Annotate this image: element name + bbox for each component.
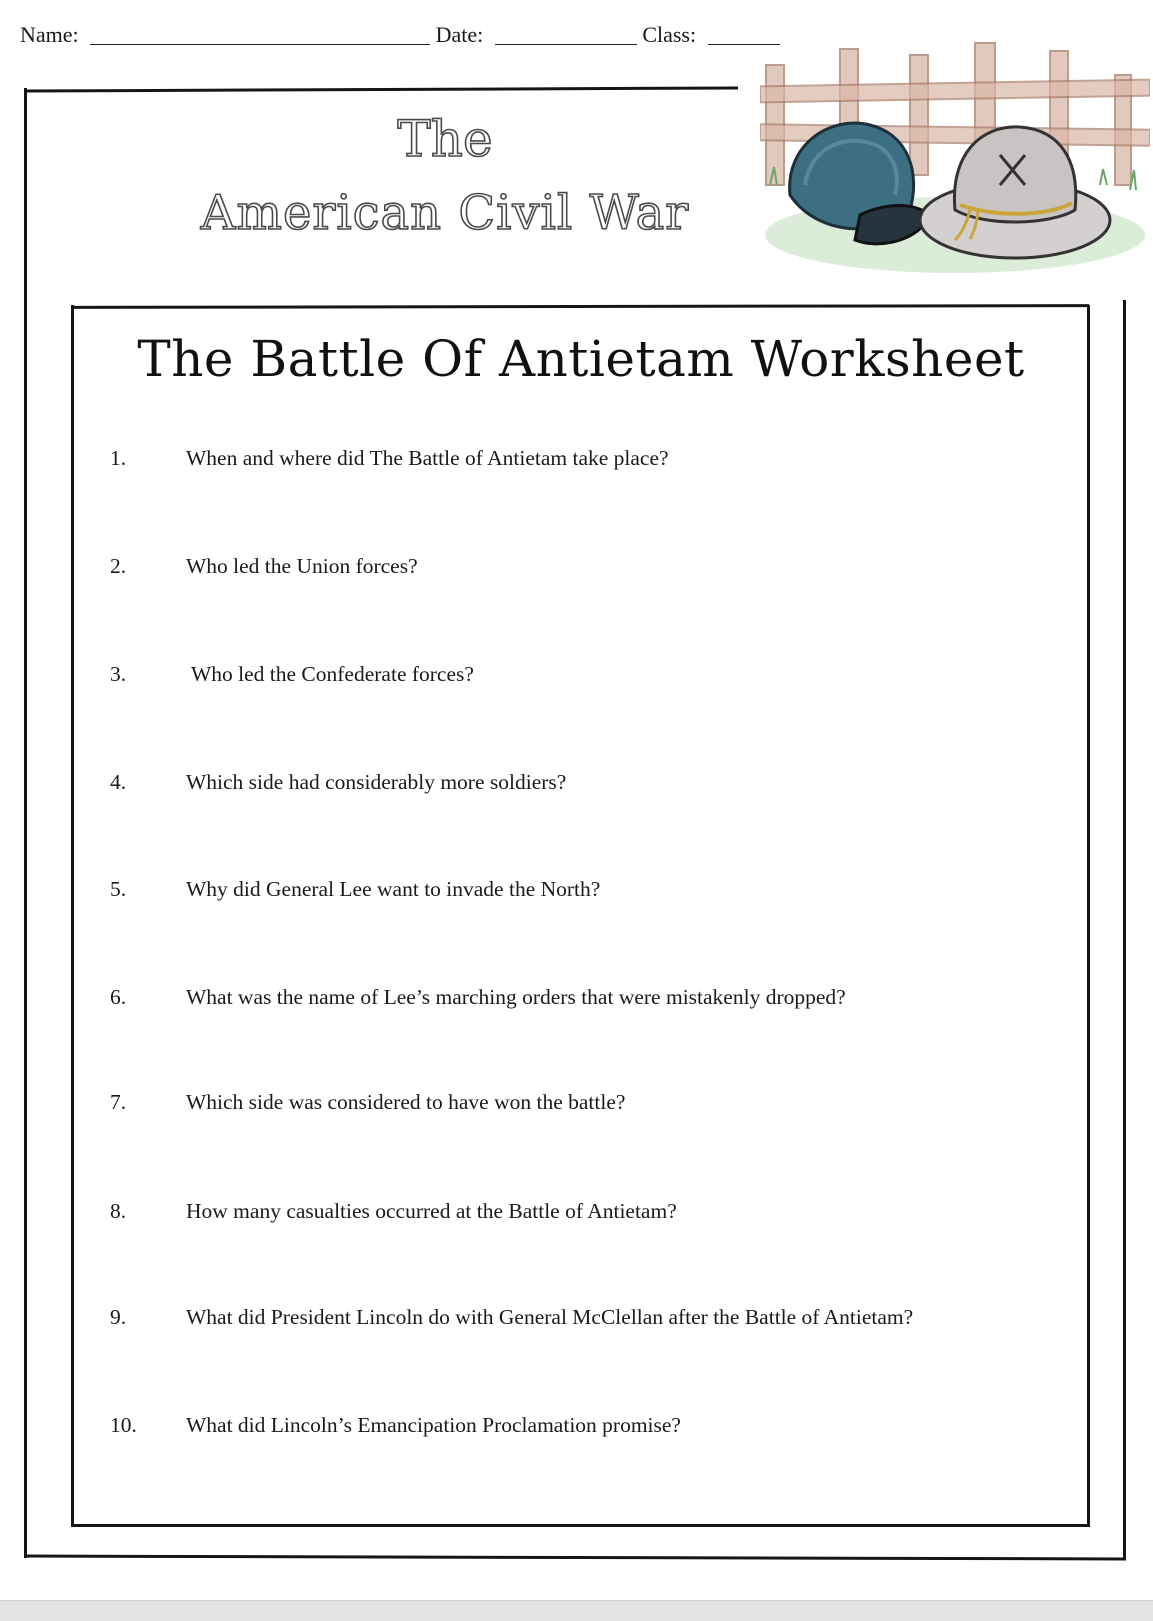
civil-war-hats-illustration <box>760 35 1150 285</box>
question-text: What was the name of Lee’s marching orders that were mistakenly dropped? <box>186 985 846 1009</box>
question-text: Which side had considerably more soldiers? <box>186 770 567 794</box>
header-fields <box>20 22 780 48</box>
worksheet-title: The Battle Of Antietam Worksheet <box>137 330 1025 388</box>
question-text: What did Lincoln’s Emancipation Proclamation promise? <box>186 1413 681 1437</box>
question-text: Who led the Union forces? <box>186 554 418 578</box>
decorative-title-line1: The <box>397 110 493 168</box>
question-text: Why did General Lee want to invade the North? <box>186 877 601 901</box>
question-text: How many casualties occurred at the Battle of Antietam? <box>186 1199 677 1223</box>
date-label: Date: <box>435 22 484 47</box>
decorative-title-line2: American Civil War <box>200 185 690 241</box>
question-text: When and where did The Battle of Antietam take place? <box>186 446 669 470</box>
question-number: 3. <box>110 662 127 686</box>
confederate-slouch-hat-icon <box>920 127 1110 258</box>
question-number: 4. <box>110 770 127 794</box>
question-text: Which side was considered to have won the battle? <box>186 1090 626 1114</box>
question-number: 10. <box>110 1413 137 1437</box>
question-number: 2. <box>110 554 127 578</box>
name-label: Name: <box>20 22 79 47</box>
date-blank[interactable] <box>495 24 637 45</box>
question-number: 7. <box>110 1090 127 1114</box>
class-label: Class: <box>642 22 697 47</box>
question-text: What did President Lincoln do with General McClellan after the Battle of Antietam? <box>186 1305 914 1329</box>
viewer-bottom-strip <box>0 1600 1153 1621</box>
question-number: 9. <box>110 1305 127 1329</box>
question-number: 6. <box>110 985 127 1009</box>
question-number: 5. <box>110 877 127 901</box>
question-number: 1. <box>110 446 127 470</box>
name-blank[interactable] <box>90 24 430 45</box>
question-text: Who led the Confederate forces? <box>186 662 474 686</box>
question-number: 8. <box>110 1199 127 1223</box>
